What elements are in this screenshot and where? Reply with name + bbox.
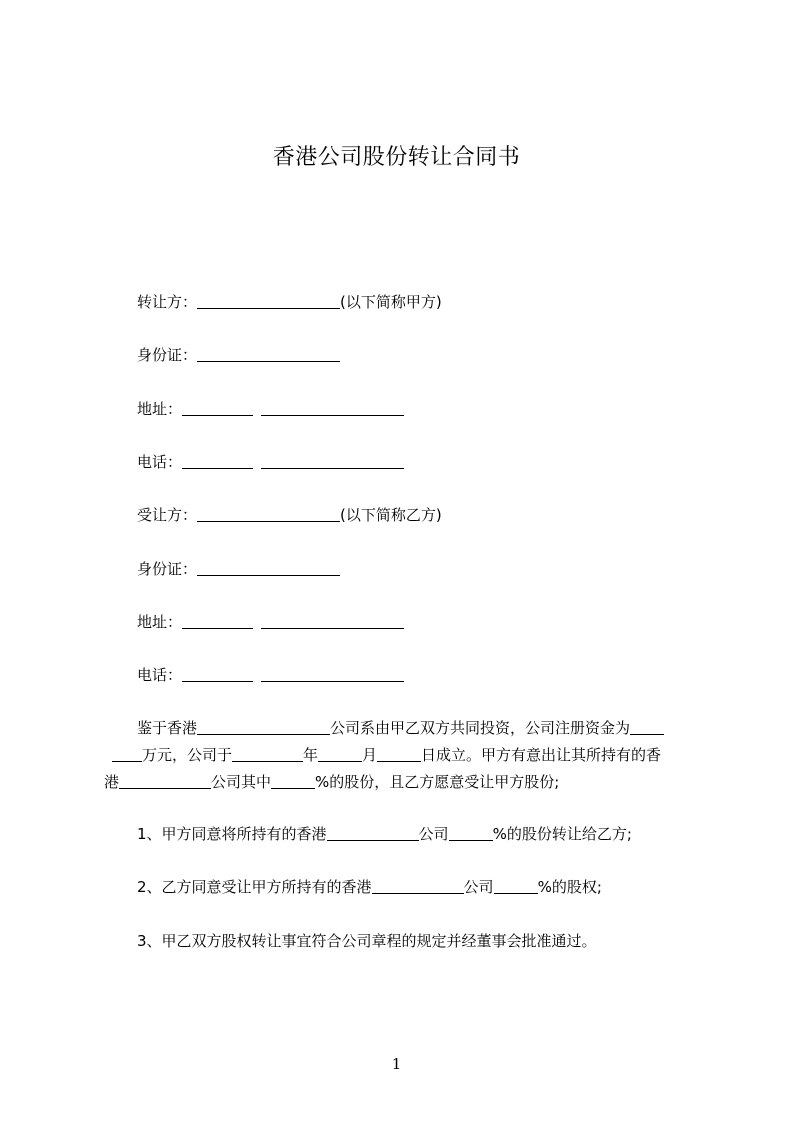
clause-1-text-a: 1、甲方同意将所持有的香港: [137, 825, 327, 843]
clause-2: [137, 875, 602, 899]
clause-1-company-blank[interactable]: [327, 826, 419, 841]
transferee-id-label: 身份证：: [137, 560, 198, 578]
transferee-phone-blank-2[interactable]: [261, 667, 404, 682]
day-blank[interactable]: [377, 747, 421, 762]
document-title: 香港公司股份转让合同书: [272, 145, 521, 170]
transferor-id-label: 身份证：: [137, 346, 198, 364]
year-blank[interactable]: [232, 747, 303, 762]
clause-2-text-c: %的股权;: [537, 878, 602, 896]
transferee-id-line: [137, 557, 340, 581]
transferor-phone-blank-2[interactable]: [261, 454, 404, 469]
preamble-text-8: 公司其中: [211, 773, 272, 791]
clause-1-text-c: %的股份转让给乙方;: [492, 825, 632, 843]
transferor-name-blank[interactable]: [197, 294, 340, 309]
clause-1-text-b: 公司: [418, 825, 449, 843]
preamble-paragraph: [104, 715, 704, 796]
transferee-id-blank[interactable]: [197, 561, 340, 576]
transferor-id-line: [137, 343, 340, 367]
transferor-line: [137, 290, 442, 314]
preamble-text-2: 公司系由甲乙双方共同投资，公司注册资金为: [330, 719, 631, 737]
preamble-text-1: 鉴于香港: [137, 719, 198, 737]
transferee-phone-label: 电话：: [137, 666, 183, 684]
transferor-phone-blank-1[interactable]: [182, 454, 253, 469]
transferor-address-label: 地址：: [137, 400, 183, 418]
transferor-suffix: (以下简称甲方): [340, 293, 442, 311]
percent-blank[interactable]: [271, 774, 315, 789]
preamble-line-1: [104, 715, 704, 742]
capital-blank-b[interactable]: [112, 747, 142, 762]
capital-blank-a[interactable]: [630, 720, 664, 735]
month-blank[interactable]: [318, 747, 362, 762]
clause-2-text-a: 2、乙方同意受让甲方所持有的香港: [137, 878, 372, 896]
transferee-name-blank[interactable]: [197, 507, 340, 522]
transferee-phone-blank-1[interactable]: [182, 667, 253, 682]
preamble-text-3: 万元，公司于: [142, 746, 233, 764]
clause-2-company-blank[interactable]: [372, 879, 464, 894]
transferee-address-line: [137, 610, 404, 634]
preamble-text-4: 年: [303, 746, 319, 764]
transferee-address-blank-2[interactable]: [261, 614, 404, 629]
preamble-text-6: 日成立。甲方有意出让其所持有的香: [421, 746, 662, 764]
transferor-address-blank-1[interactable]: [182, 401, 253, 416]
clause-3: [137, 929, 597, 953]
clause-2-percent-blank[interactable]: [494, 879, 538, 894]
transferee-address-label: 地址：: [137, 613, 183, 631]
hk-company-blank[interactable]: [119, 774, 211, 789]
transferor-address-blank-2[interactable]: [261, 401, 404, 416]
clause-1: [137, 822, 632, 846]
preamble-text-7: 港: [104, 773, 120, 791]
transferor-address-line: [137, 397, 404, 421]
transferor-phone-label: 电话：: [137, 453, 183, 471]
preamble-text-5: 月: [362, 746, 378, 764]
transferor-id-blank[interactable]: [197, 347, 340, 362]
transferor-phone-line: [137, 450, 404, 474]
clause-1-percent-blank[interactable]: [449, 826, 493, 841]
transferee-label: 受让方：: [137, 506, 198, 524]
company-name-blank[interactable]: [197, 720, 330, 735]
clause-3-text: 3、甲乙双方股权转让事宜符合公司章程的规定并经董事会批准通过。: [137, 932, 597, 950]
transferee-phone-line: [137, 663, 404, 687]
transferee-suffix: (以下简称乙方): [340, 506, 442, 524]
transferor-label: 转让方：: [137, 293, 198, 311]
preamble-line-2: [104, 742, 704, 769]
page-number: 1: [391, 1055, 402, 1073]
transferee-address-blank-1[interactable]: [182, 614, 253, 629]
preamble-text-9: %的股份，且乙方愿意受让甲方股份;: [315, 773, 560, 791]
transferee-line: [137, 503, 442, 527]
clause-2-text-b: 公司: [463, 878, 494, 896]
preamble-line-3: [104, 769, 704, 796]
